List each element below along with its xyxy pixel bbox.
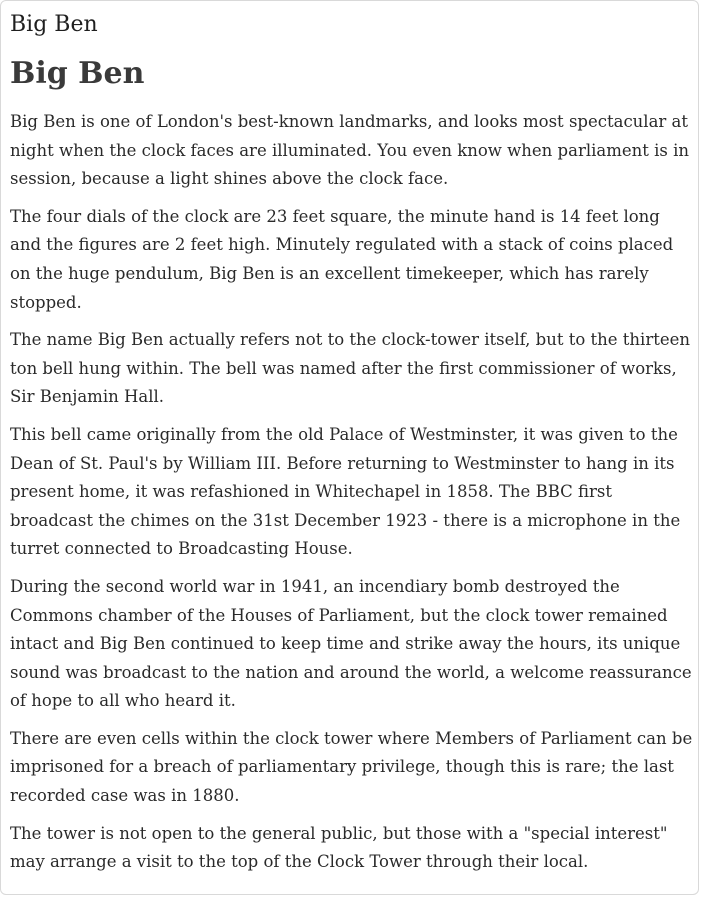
paragraph: During the second world war in 1941, an incendiary bomb destroyed the Commons chamber of the Houses of Parliament, but the clock tower remained intact and Big Ben continued to keep time and strike away the hours, its unique sound was broadcast to the nation and around the world, a welcome reassurance of hope to all who heard it. bbox=[10, 576, 692, 711]
article-body bbox=[10, 108, 694, 886]
paragraph: This bell came originally from the old Palace of Westminster, it was given to the Dean of St. Paul's by William III. Before returning to Westminster to hang in its present home, it was refashioned in Whitechapel in 1858. The BBC first broadcast the chimes on the 31st December 1923 - there is a microphone in the turret connected to Broadcasting House. bbox=[10, 424, 681, 559]
page-title: Big Ben bbox=[10, 56, 145, 91]
header-title: Big Ben bbox=[10, 12, 98, 37]
paragraph: There are even cells within the clock tower where Members of Parliament can be imprisoned for a breach of parliamentary privilege, though this is rare; the last recorded case was in 1880. bbox=[10, 728, 693, 806]
paragraph: The name Big Ben actually refers not to the clock-tower itself, but to the thirteen ton bell hung within. The bell was named after the first commissioner of works, Sir Benjamin Hall. bbox=[10, 330, 690, 407]
paragraph: The four dials of the clock are 23 feet square, the minute hand is 14 feet long and the figures are 2 feet high. Minutely regulated with a stack of coins placed on the huge pendulum, Big Ben is an excellent timekeeper, which has rarely stopped. bbox=[10, 206, 674, 312]
paragraph: The tower is not open to the general public, but those with a "special interest" may arrange a visit to the top of the Clock Tower through their local. bbox=[10, 823, 668, 872]
paragraph: Big Ben is one of London's best-known landmarks, and looks most spectacular at night when the clock faces are illuminated. You even know when parliament is in session, because a light shines above the clock face. bbox=[10, 112, 690, 189]
